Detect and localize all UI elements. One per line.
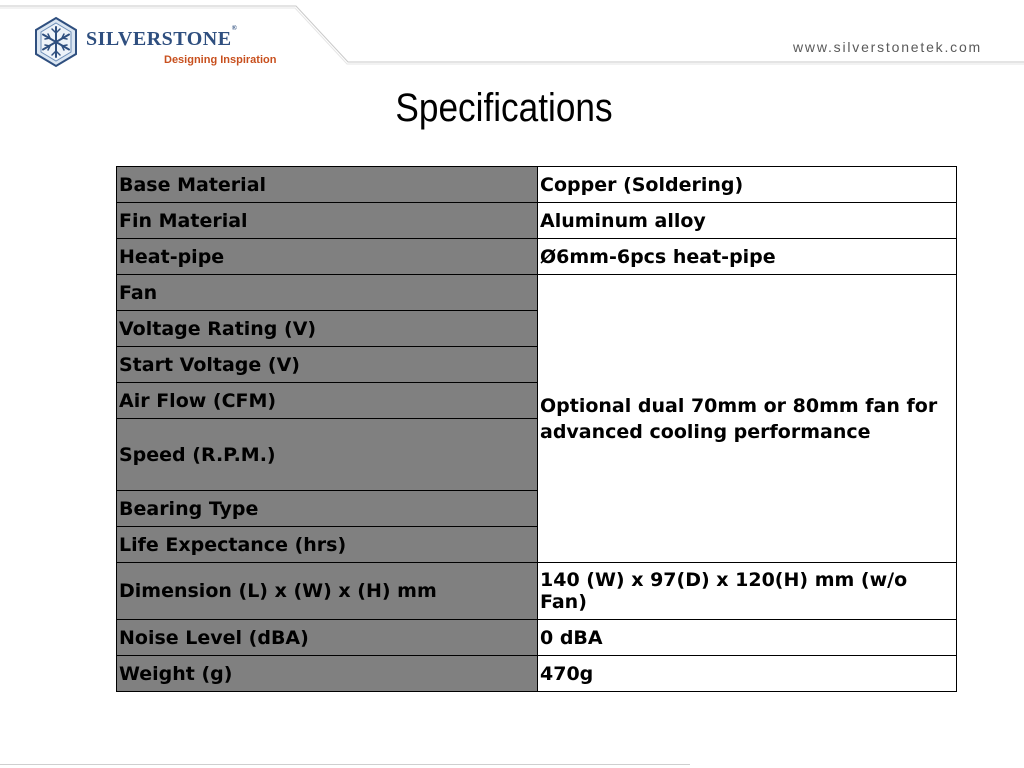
website-url: www.silverstonetek.com xyxy=(793,39,982,55)
fan-merged-value: Optional dual 70mm or 80mm fan for advanced cooling performance xyxy=(538,275,957,563)
logo xyxy=(32,16,292,72)
header-band xyxy=(0,0,1024,80)
spec-table xyxy=(116,166,957,692)
spec-value: 0 dBA xyxy=(538,620,957,656)
table-row xyxy=(117,620,957,656)
table-row xyxy=(117,275,957,311)
spec-label: Dimension (L) x (W) x (H) mm xyxy=(117,563,538,620)
spec-label: Noise Level (dBA) xyxy=(117,620,538,656)
spec-label: Speed (R.P.M.) xyxy=(117,419,538,491)
spec-value: 140 (W) x 97(D) x 120(H) mm (w/o Fan) xyxy=(538,563,957,620)
table-row xyxy=(117,167,957,203)
spec-value: Copper (Soldering) xyxy=(538,167,957,203)
brand-tagline: Designing Inspiration xyxy=(164,54,277,66)
spec-label: Heat-pipe xyxy=(117,239,538,275)
spec-label: Bearing Type xyxy=(117,491,538,527)
spec-value: Aluminum alloy xyxy=(538,203,957,239)
table-row xyxy=(117,656,957,692)
spec-label: Fan xyxy=(117,275,538,311)
spec-label: Voltage Rating (V) xyxy=(117,311,538,347)
spec-label: Weight (g) xyxy=(117,656,538,692)
spec-value: Ø6mm-6pcs heat-pipe xyxy=(538,239,957,275)
brand-name-text: SILVERSTONE xyxy=(86,28,232,50)
table-row xyxy=(117,239,957,275)
spec-label: Base Material xyxy=(117,167,538,203)
table-row xyxy=(117,203,957,239)
snowflake-icon xyxy=(34,16,78,68)
spec-value: 470g xyxy=(538,656,957,692)
spec-label: Air Flow (CFM) xyxy=(117,383,538,419)
table-row xyxy=(117,563,957,620)
spec-label: Start Voltage (V) xyxy=(117,347,538,383)
page-title: Specifications xyxy=(395,86,613,130)
brand-name xyxy=(86,24,238,51)
spec-label: Fin Material xyxy=(117,203,538,239)
spec-label: Life Expectance (hrs) xyxy=(117,527,538,563)
registered-mark: ® xyxy=(231,24,238,32)
footer-divider xyxy=(0,764,690,765)
